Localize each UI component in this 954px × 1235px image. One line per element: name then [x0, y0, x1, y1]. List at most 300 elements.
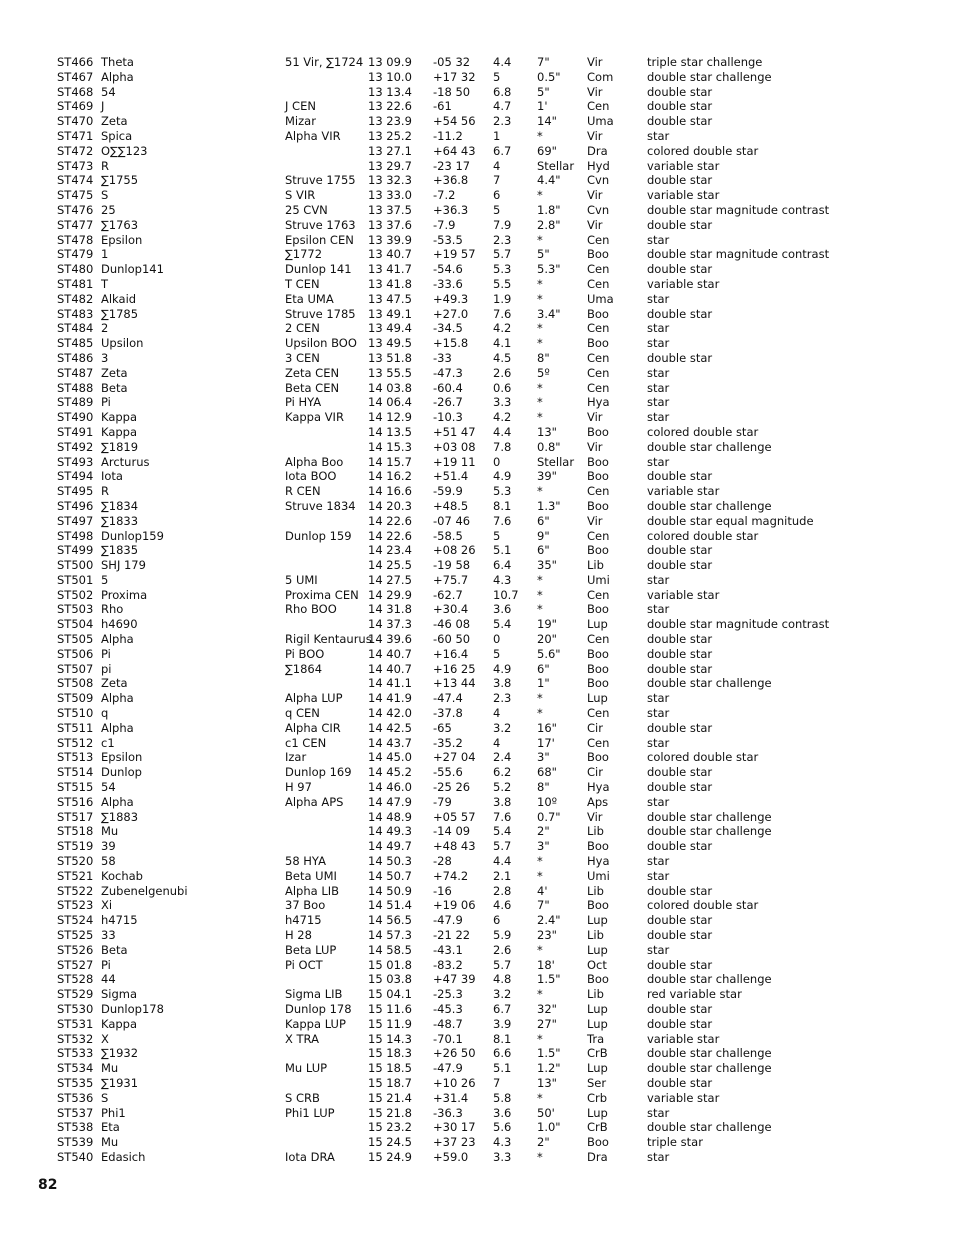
constellation-cell: CrB	[587, 1120, 608, 1135]
constellation-cell: Cen	[587, 587, 610, 602]
alternate-name-cell: Mizar	[285, 114, 316, 129]
alternate-name-cell: Dunlop 141	[285, 262, 352, 277]
separation-cell: *	[537, 602, 543, 617]
magnitude-cell: 5.4	[493, 824, 512, 839]
catalog-id-cell: ST488	[57, 380, 94, 395]
separation-cell: 1.5"	[537, 972, 561, 987]
catalog-id-cell: ST467	[57, 69, 94, 84]
declination-cell: +15.8	[433, 336, 469, 351]
constellation-cell: Hya	[587, 395, 610, 410]
catalog-id-cell: ST530	[57, 1002, 94, 1016]
constellation-cell: Cen	[587, 350, 610, 365]
magnitude-cell: 6.7	[493, 143, 512, 158]
constellation-cell: Cvn	[587, 173, 610, 188]
magnitude-cell: 4.5	[493, 350, 512, 365]
magnitude-cell: 2.6	[493, 365, 512, 380]
magnitude-cell: 2.3	[493, 114, 512, 129]
constellation-cell: Cen	[587, 321, 610, 336]
description-cell: star	[647, 232, 670, 247]
description-cell: variable star	[647, 276, 720, 291]
right-ascension-cell: 14 41.9	[368, 691, 412, 706]
right-ascension-cell: 15 18.5	[368, 1061, 412, 1076]
right-ascension-cell: 14 15.7	[368, 454, 412, 469]
alternate-name-cell: Kappa LUP	[285, 1016, 346, 1031]
constellation-cell: Lup	[587, 1016, 608, 1031]
declination-cell: +47 39	[433, 972, 476, 987]
magnitude-cell: 7.9	[493, 217, 512, 232]
alternate-name-cell: Upsilon BOO	[285, 336, 357, 351]
constellation-cell: Lib	[587, 883, 604, 898]
separation-cell: 9"	[537, 528, 550, 543]
catalog-id-cell: ST491	[57, 424, 94, 439]
description-cell: colored double star	[647, 528, 759, 543]
magnitude-cell: 4.3	[493, 1135, 512, 1150]
magnitude-cell: 2.1	[493, 868, 512, 883]
alternate-name-cell: Alpha LIB	[285, 883, 340, 898]
description-cell: star	[647, 321, 670, 336]
description-cell: double star	[647, 928, 713, 943]
magnitude-cell: 0	[493, 454, 501, 469]
separation-cell: 7"	[537, 898, 550, 913]
right-ascension-cell: 13 49.1	[368, 306, 412, 321]
star-name-cell: Pi	[101, 646, 111, 661]
description-cell: double star challenge	[647, 498, 772, 513]
alternate-name-cell: Alpha LUP	[285, 691, 343, 706]
right-ascension-cell: 13 32.3	[368, 173, 412, 188]
star-name-cell: S	[101, 1090, 109, 1105]
magnitude-cell: 3.6	[493, 1105, 512, 1120]
catalog-id-cell: ST532	[57, 1031, 94, 1046]
star-name-cell: Epsilon	[101, 232, 143, 247]
right-ascension-cell: 14 06.4	[368, 395, 412, 410]
catalog-id-cell: ST492	[57, 439, 94, 454]
magnitude-cell: 3.2	[493, 987, 512, 1002]
star-name-cell: 33	[101, 928, 116, 943]
declination-cell: +48.5	[433, 498, 469, 513]
description-cell: colored double star	[647, 424, 759, 439]
constellation-cell: Boo	[587, 646, 609, 661]
magnitude-cell: 4.4	[493, 424, 512, 439]
magnitude-cell: 5.7	[493, 839, 512, 854]
catalog-id-cell: ST482	[57, 291, 94, 306]
alternate-name-cell: ∑1772	[285, 247, 323, 262]
description-cell: double star	[647, 99, 713, 114]
right-ascension-cell: 14 48.9	[368, 809, 412, 824]
right-ascension-cell: 14 49.7	[368, 839, 412, 854]
star-name-cell: ∑1834	[101, 498, 139, 513]
constellation-cell: Dra	[587, 143, 608, 158]
catalog-id-cell: ST487	[57, 365, 94, 380]
description-cell: variable star	[647, 158, 720, 173]
separation-cell: 32"	[537, 1002, 557, 1016]
right-ascension-cell: 13 09.9	[368, 55, 412, 69]
separation-cell: 39"	[537, 469, 557, 484]
separation-cell: 3"	[537, 750, 550, 765]
catalog-id-cell: ST470	[57, 114, 94, 129]
declination-cell: +30.4	[433, 602, 469, 617]
alternate-name-cell: X TRA	[285, 1031, 319, 1046]
description-cell: star	[647, 942, 670, 957]
catalog-id-cell: ST536	[57, 1090, 94, 1105]
declination-cell: -28	[433, 854, 452, 869]
description-cell: star	[647, 1149, 670, 1164]
catalog-id-cell: ST517	[57, 809, 94, 824]
magnitude-cell: 5.7	[493, 957, 512, 972]
catalog-id-cell: ST537	[57, 1105, 94, 1120]
description-cell: double star	[647, 558, 713, 573]
constellation-cell: Cir	[587, 720, 603, 735]
separation-cell: 13"	[537, 424, 557, 439]
right-ascension-cell: 15 21.8	[368, 1105, 412, 1120]
description-cell: colored double star	[647, 143, 759, 158]
description-cell: double star	[647, 350, 713, 365]
constellation-cell: Cen	[587, 232, 610, 247]
description-cell: double star	[647, 114, 713, 129]
constellation-cell: Crb	[587, 1090, 608, 1105]
declination-cell: +74.2	[433, 868, 469, 883]
magnitude-cell: 4.6	[493, 898, 512, 913]
right-ascension-cell: 13 37.6	[368, 217, 412, 232]
star-name-cell: O∑∑123	[101, 143, 148, 158]
separation-cell: *	[537, 854, 543, 869]
separation-cell: 2.8"	[537, 217, 561, 232]
catalog-id-cell: ST480	[57, 262, 94, 277]
description-cell: double star challenge	[647, 1120, 772, 1135]
catalog-id-cell: ST512	[57, 735, 94, 750]
right-ascension-cell: 13 10.0	[368, 69, 412, 84]
catalog-id-cell: ST468	[57, 84, 94, 99]
separation-cell: 50'	[537, 1105, 555, 1120]
catalog-id-cell: ST466	[57, 55, 94, 69]
separation-cell: *	[537, 942, 543, 957]
right-ascension-cell: 15 24.9	[368, 1149, 412, 1164]
separation-cell: 5"	[537, 84, 550, 99]
declination-cell: +48 43	[433, 839, 476, 854]
magnitude-cell: 3.6	[493, 602, 512, 617]
separation-cell: 2"	[537, 824, 550, 839]
catalog-id-cell: ST538	[57, 1120, 94, 1135]
declination-cell: +27 04	[433, 750, 476, 765]
description-cell: variable star	[647, 1031, 720, 1046]
declination-cell: -54.6	[433, 262, 463, 277]
magnitude-cell: 3.3	[493, 395, 512, 410]
description-cell: double star	[647, 543, 713, 558]
declination-cell: +36.8	[433, 173, 469, 188]
magnitude-cell: 6	[493, 913, 501, 928]
magnitude-cell: 0	[493, 632, 501, 647]
declination-cell: +59.0	[433, 1149, 469, 1164]
star-name-cell: J	[101, 99, 105, 114]
magnitude-cell: 5.4	[493, 617, 512, 632]
right-ascension-cell: 14 03.8	[368, 380, 412, 395]
separation-cell: *	[537, 1090, 543, 1105]
right-ascension-cell: 14 45.0	[368, 750, 412, 765]
star-name-cell: 5	[101, 572, 109, 587]
constellation-cell: Cen	[587, 528, 610, 543]
description-cell: variable star	[647, 1090, 720, 1105]
star-name-cell: 25	[101, 202, 116, 217]
catalog-id-cell: ST495	[57, 484, 94, 499]
right-ascension-cell: 14 49.3	[368, 824, 412, 839]
right-ascension-cell: 14 22.6	[368, 528, 412, 543]
right-ascension-cell: 13 41.7	[368, 262, 412, 277]
catalog-id-cell: ST498	[57, 528, 94, 543]
catalog-id-cell: ST523	[57, 898, 94, 913]
description-cell: double star magnitude contrast	[647, 202, 830, 217]
description-cell: double star	[647, 913, 713, 928]
magnitude-cell: 4.9	[493, 661, 512, 676]
separation-cell: 17'	[537, 735, 555, 750]
right-ascension-cell: 14 56.5	[368, 913, 412, 928]
magnitude-cell: 7.6	[493, 809, 512, 824]
right-ascension-cell: 15 04.1	[368, 987, 412, 1002]
alternate-name-cell: Rho BOO	[285, 602, 337, 617]
separation-cell: *	[537, 587, 543, 602]
catalog-id-cell: ST528	[57, 972, 94, 987]
constellation-cell: Hya	[587, 854, 610, 869]
declination-cell: +51 47	[433, 424, 476, 439]
description-cell: double star	[647, 780, 713, 795]
constellation-cell: Vir	[587, 128, 603, 143]
declination-cell: -47.9	[433, 1061, 463, 1076]
description-cell: star	[647, 128, 670, 143]
star-name-cell: Spica	[101, 128, 133, 143]
declination-cell: -14 09	[433, 824, 471, 839]
magnitude-cell: 1.9	[493, 291, 512, 306]
star-name-cell: Alpha	[101, 720, 134, 735]
constellation-cell: Boo	[587, 898, 609, 913]
catalog-id-cell: ST496	[57, 498, 94, 513]
star-name-cell: ∑1755	[101, 173, 139, 188]
description-cell: double star	[647, 173, 713, 188]
alternate-name-cell: Pi OCT	[285, 957, 323, 972]
right-ascension-cell: 14 15.3	[368, 439, 412, 454]
star-name-cell: Dunlop159	[101, 528, 164, 543]
magnitude-cell: 2.3	[493, 691, 512, 706]
description-cell: double star challenge	[647, 1061, 772, 1076]
magnitude-cell: 6	[493, 188, 501, 203]
constellation-cell: Boo	[587, 602, 609, 617]
star-name-cell: ∑1785	[101, 306, 139, 321]
separation-cell: *	[537, 1031, 543, 1046]
separation-cell: 1.8"	[537, 202, 561, 217]
declination-cell: +54 56	[433, 114, 476, 129]
magnitude-cell: 5.8	[493, 1090, 512, 1105]
catalog-id-cell: ST489	[57, 395, 94, 410]
right-ascension-cell: 13 23.9	[368, 114, 412, 129]
star-name-cell: Alpha	[101, 632, 134, 647]
star-name-cell: Mu	[101, 1135, 119, 1150]
magnitude-cell: 8.1	[493, 1031, 512, 1046]
description-cell: colored double star	[647, 898, 759, 913]
declination-cell: -60 50	[433, 632, 471, 647]
description-cell: double star challenge	[647, 1046, 772, 1061]
separation-cell: Stellar	[537, 454, 575, 469]
constellation-cell: Vir	[587, 217, 603, 232]
separation-cell: 4'	[537, 883, 548, 898]
right-ascension-cell: 14 29.9	[368, 587, 412, 602]
constellation-cell: Lup	[587, 913, 608, 928]
magnitude-cell: 5	[493, 528, 501, 543]
right-ascension-cell: 14 39.6	[368, 632, 412, 647]
right-ascension-cell: 14 41.1	[368, 676, 412, 691]
star-name-cell: Eta	[101, 1120, 120, 1135]
description-cell: star	[647, 854, 670, 869]
declination-cell: -33	[433, 350, 452, 365]
magnitude-cell: 4.4	[493, 854, 512, 869]
declination-cell: +17 32	[433, 69, 476, 84]
magnitude-cell: 4.2	[493, 410, 512, 425]
alternate-name-cell: H 28	[285, 928, 312, 943]
page-number: 82	[38, 1177, 58, 1193]
description-cell: double star	[647, 839, 713, 854]
catalog-id-cell: ST514	[57, 765, 94, 780]
description-cell: colored double star	[647, 750, 759, 765]
catalog-id-cell: ST539	[57, 1135, 94, 1150]
separation-cell: 6"	[537, 513, 550, 528]
declination-cell: -53.5	[433, 232, 463, 247]
constellation-cell: Lib	[587, 928, 604, 943]
catalog-id-cell: ST521	[57, 868, 94, 883]
declination-cell: -65	[433, 720, 452, 735]
catalog-id-cell: ST499	[57, 543, 94, 558]
separation-cell: 1.5"	[537, 1046, 561, 1061]
constellation-cell: Boo	[587, 336, 609, 351]
star-name-cell: ∑1763	[101, 217, 139, 232]
description-cell: star	[647, 454, 670, 469]
star-name-cell: Rho	[101, 602, 124, 617]
alternate-name-cell: Proxima CEN	[285, 587, 359, 602]
alternate-name-cell: Dunlop 159	[285, 528, 352, 543]
star-name-cell: Mu	[101, 1061, 119, 1076]
magnitude-cell: 5.2	[493, 780, 512, 795]
constellation-cell: Cen	[587, 262, 610, 277]
description-cell: double star	[647, 1075, 713, 1090]
right-ascension-cell: 14 37.3	[368, 617, 412, 632]
separation-cell: 20"	[537, 632, 557, 647]
star-name-cell: Dunlop141	[101, 262, 164, 277]
separation-cell: *	[537, 232, 543, 247]
declination-cell: +19 11	[433, 454, 476, 469]
magnitude-cell: 4.8	[493, 972, 512, 987]
separation-cell: 1"	[537, 676, 550, 691]
declination-cell: +51.4	[433, 469, 469, 484]
declination-cell: -36.3	[433, 1105, 463, 1120]
catalog-id-cell: ST529	[57, 987, 94, 1002]
alternate-name-cell: 37 Boo	[285, 898, 326, 913]
right-ascension-cell: 15 21.4	[368, 1090, 412, 1105]
constellation-cell: Cen	[587, 706, 610, 721]
separation-cell: 1.2"	[537, 1061, 561, 1076]
constellation-cell: CrB	[587, 1046, 608, 1061]
alternate-name-cell: Dunlop 169	[285, 765, 352, 780]
right-ascension-cell: 14 13.5	[368, 424, 412, 439]
catalog-id-cell: ST472	[57, 143, 94, 158]
catalog-id-cell: ST525	[57, 928, 94, 943]
right-ascension-cell: 14 40.7	[368, 646, 412, 661]
description-cell: double star	[647, 957, 713, 972]
alternate-name-cell: Kappa VIR	[285, 410, 344, 425]
alternate-name-cell: 58 HYA	[285, 854, 326, 869]
right-ascension-cell: 13 39.9	[368, 232, 412, 247]
catalog-id-cell: ST474	[57, 173, 94, 188]
magnitude-cell: 7	[493, 173, 501, 188]
declination-cell: -55.6	[433, 765, 463, 780]
separation-cell: 7"	[537, 55, 550, 69]
right-ascension-cell: 14 50.3	[368, 854, 412, 869]
description-cell: variable star	[647, 587, 720, 602]
star-name-cell: Alpha	[101, 691, 134, 706]
star-name-cell: 1	[101, 247, 109, 262]
right-ascension-cell: 14 27.5	[368, 572, 412, 587]
declination-cell: -45.3	[433, 1002, 463, 1016]
description-cell: double star	[647, 883, 713, 898]
magnitude-cell: 3.9	[493, 1016, 512, 1031]
declination-cell: +75.7	[433, 572, 469, 587]
constellation-cell: Lup	[587, 691, 608, 706]
declination-cell: -70.1	[433, 1031, 463, 1046]
catalog-id-cell: ST533	[57, 1046, 94, 1061]
description-cell: star	[647, 794, 670, 809]
constellation-cell: Umi	[587, 868, 610, 883]
separation-cell: 4.4"	[537, 173, 561, 188]
constellation-cell: Boo	[587, 676, 609, 691]
catalog-id-cell: ST540	[57, 1149, 94, 1164]
declination-cell: -83.2	[433, 957, 463, 972]
catalog-id-cell: ST531	[57, 1016, 94, 1031]
star-name-cell: T	[101, 276, 109, 291]
constellation-cell: Vir	[587, 84, 603, 99]
star-name-cell: Zeta	[101, 114, 128, 129]
description-cell: double star challenge	[647, 676, 772, 691]
magnitude-cell: 6.7	[493, 1002, 512, 1016]
star-name-cell: S	[101, 188, 109, 203]
catalog-id-cell: ST486	[57, 350, 94, 365]
constellation-cell: Cir	[587, 765, 603, 780]
constellation-cell: Dra	[587, 1149, 608, 1164]
magnitude-cell: 5.1	[493, 1061, 512, 1076]
star-name-cell: Kochab	[101, 868, 143, 883]
catalog-id-cell: ST508	[57, 676, 94, 691]
star-name-cell: Zeta	[101, 676, 128, 691]
magnitude-cell: 2.3	[493, 232, 512, 247]
description-cell: triple star	[647, 1135, 703, 1150]
star-name-cell: Beta	[101, 942, 128, 957]
alternate-name-cell: T CEN	[285, 276, 320, 291]
declination-cell: +19 57	[433, 247, 476, 262]
catalog-id-cell: ST519	[57, 839, 94, 854]
star-name-cell: R	[101, 484, 109, 499]
alternate-name-cell: Iota BOO	[285, 469, 337, 484]
right-ascension-cell: 13 25.2	[368, 128, 412, 143]
constellation-cell: Lup	[587, 1002, 608, 1016]
declination-cell: +26 50	[433, 1046, 476, 1061]
declination-cell: +27.0	[433, 306, 469, 321]
constellation-cell: Lup	[587, 942, 608, 957]
constellation-cell: Boo	[587, 750, 609, 765]
star-name-cell: Dunlop	[101, 765, 142, 780]
right-ascension-cell: 14 23.4	[368, 543, 412, 558]
star-name-cell: Alpha	[101, 69, 134, 84]
separation-cell: *	[537, 706, 543, 721]
declination-cell: -25.3	[433, 987, 463, 1002]
star-name-cell: ∑1932	[101, 1046, 139, 1061]
magnitude-cell: 6.8	[493, 84, 512, 99]
right-ascension-cell: 14 25.5	[368, 558, 412, 573]
catalog-id-cell: ST506	[57, 646, 94, 661]
alternate-name-cell: Epsilon CEN	[285, 232, 354, 247]
catalog-id-cell: ST479	[57, 247, 94, 262]
